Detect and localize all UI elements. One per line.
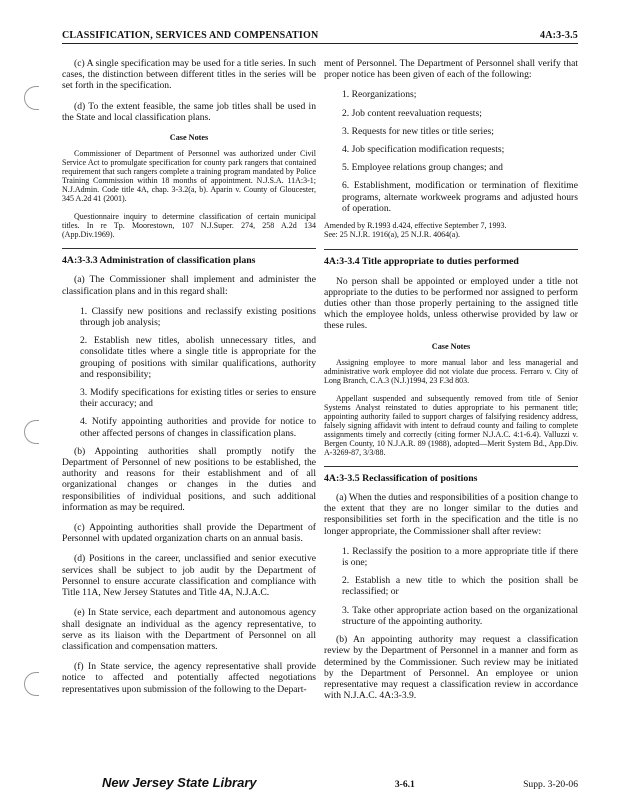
list-item: 1. Reclassify the position to a more appropriate title if there is one; [342, 545, 578, 569]
list-item: 3. Modify specifications for existing titles or series to ensure their accuracy; and [80, 387, 316, 410]
list-item: 6. Establishment, modification or termination of flexitime programs, alternate workweek programs and adjusted hours of operation. [342, 180, 578, 214]
two-column-body [62, 58, 578, 748]
page-footer [62, 775, 578, 790]
numbered-list [324, 546, 578, 627]
section-heading: 4A:3-3.4 Title appropriate to duties performed [324, 249, 578, 267]
case-note: Appellant suspended and subsequently removed from title of Senior Systems Analyst reinstated to duties appropriate to his permanent title; appointing authority failed to support charges of falsifying residency address, falsely signing affidavit with intent to defraud county and failing to complete assignments timely and correctly (citing former N.J.A.C. 4:1-6.4). Valluzzi v. Bergen County, 10 N.J.A.R. 89 (1988), adopted—Merit System Bd., App.Div. A-3269-87, 3/3/88. [324, 393, 578, 457]
paragraph: (e) In State service, each department and autonomous agency shall designate an individual as the agency representative, to serve as its liaison with the Department of Personnel on all classification and compensation matters. [62, 607, 316, 652]
header-section-number: 4A:3-3.5 [540, 30, 578, 41]
paragraph: (a) When the duties and responsibilities of a position change to the extent that they are no longer similar to the duties and responsibilities set forth in the specification and the title is no longer appropriate, the Commissioner shall after review: [324, 492, 578, 537]
amendment-note [324, 221, 578, 239]
case-note: Questionnaire inquiry to determine classification of certain municipal titles. In re Tp. Moorestown, 107 N.J.Super. 274, 258 A.2d 134 (App.Div.1969). [62, 212, 316, 240]
numbered-list [324, 89, 578, 214]
paragraph: (c) Appointing authorities shall provide the Department of Personnel with updated organization charts on an annual basis. [62, 522, 316, 545]
case-notes-heading: Case Notes [431, 341, 471, 351]
paragraph: ment of Personnel. The Department of Personnel shall verify that proper notice has been given of each of the following: [324, 58, 578, 81]
section-heading: 4A:3-3.3 Administration of classification plans [62, 248, 316, 266]
binder-hole-mark [24, 420, 39, 444]
paragraph: (a) The Commissioner shall implement and administer the classification plans and in this regard shall: [62, 274, 316, 297]
paragraph: (f) In State service, the agency representative shall provide notice to affected and potentially affected negotiations representatives upon submission of the following to the Depart- [62, 661, 316, 695]
running-header [62, 30, 578, 44]
page-number: 3-6.1 [394, 779, 415, 790]
list-item: 3. Requests for new titles or title series; [342, 125, 494, 137]
right-column [324, 58, 578, 748]
case-note: Assigning employee to more manual labor and less managerial and administrative work employee did not violate due process. Ferraro v. City of Long Branch, C.A.3 (N.J.)1994, 23 F.3d 803. [324, 357, 578, 385]
binder-hole-mark [24, 86, 39, 110]
header-title: CLASSIFICATION, SERVICES AND COMPENSATION [62, 30, 319, 41]
paragraph: (b) Appointing authorities shall promptly notify the Department of Personnel of new positions to be established, the authority and reasons for their establishment and of all organizational changes or changes in the duties and responsibilities of individual positions, and such additional information as may be required. [62, 445, 316, 513]
numbered-list [62, 306, 316, 439]
list-item: 5. Employee relations group changes; and [342, 162, 503, 174]
paragraph: (b) An appointing authority may request a classification review by the Department of Personnel in a manner and form as determined by the Commissioner. Such review may be initiated by the Department of Personnel. An employee or union representative may request a classification review in accordance with N.J.A.C. 4A:3-3.9. [324, 634, 578, 702]
case-note: Commissioner of Department of Personnel was authorized under Civil Service Act to promulgate specification for county park rangers that contained requirement that such rangers complete a training program mandated by Police Training Commission within 18 months of appointment. N.J.S.A. 11A:3-1; N.J.Admin. Code title 4A, chap. 3-3.2(a, b). Aparin v. County of Gloucester, 345 A.2d 41 (2001). [62, 149, 316, 204]
library-stamp: New Jersey State Library [102, 775, 257, 790]
section-heading: 4A:3-3.5 Reclassification of positions [324, 466, 578, 484]
paragraph: (d) Positions in the career, unclassified and senior executive services shall be subject to job audit by the Department of Personnel to ensure accurate classification and compliance with Title 11A, New Jersey Statutes and Title 4A, N.J.A.C. [62, 553, 316, 599]
list-item: 4. Notify appointing authorities and provide for notice to other affected persons of changes in classification plans. [80, 416, 316, 439]
list-item: 1. Reorganizations; [342, 89, 417, 101]
list-item: 4. Job specification modification requests; [342, 144, 505, 156]
list-item: 2. Job content reevaluation requests; [342, 107, 482, 119]
paragraph: (d) To the extent feasible, the same job titles shall be used in the State and local classification plans. [62, 100, 316, 123]
list-item: 3. Take other appropriate action based on the organizational structure of the appointing authority. [342, 604, 578, 627]
list-item: 2. Establish a new title to which the position shall be reclassified; or [342, 575, 578, 598]
binder-hole-mark [24, 672, 39, 696]
amendment-line: Amended by R.1993 d.424, effective September 7, 1993. [324, 221, 507, 231]
left-column [62, 58, 316, 748]
case-notes-heading: Case Notes [169, 133, 209, 143]
list-item: 2. Establish new titles, abolish unnecessary titles, and consolidate titles where a single title is appropriate for the grouping of positions with similar qualifications, authority and responsibility; [80, 335, 316, 380]
list-item: 1. Classify new positions and reclassify existing positions through job analysis; [80, 305, 316, 329]
paragraph: (c) A single specification may be used for a title series. In such cases, the distinction between different titles in the series will be set forth in the specification. [62, 58, 316, 92]
supplement-date: Supp. 3-20-06 [523, 779, 578, 790]
paragraph: No person shall be appointed or employed under a title not appropriate to the duties to be performed nor assigned to perform duties other than those properly pertaining to the assigned title which the employee holds, unless otherwise provided by law or these rules. [324, 275, 578, 332]
amendment-line: See: 25 N.J.R. 1916(a), 25 N.J.R. 4064(a). [324, 230, 460, 240]
